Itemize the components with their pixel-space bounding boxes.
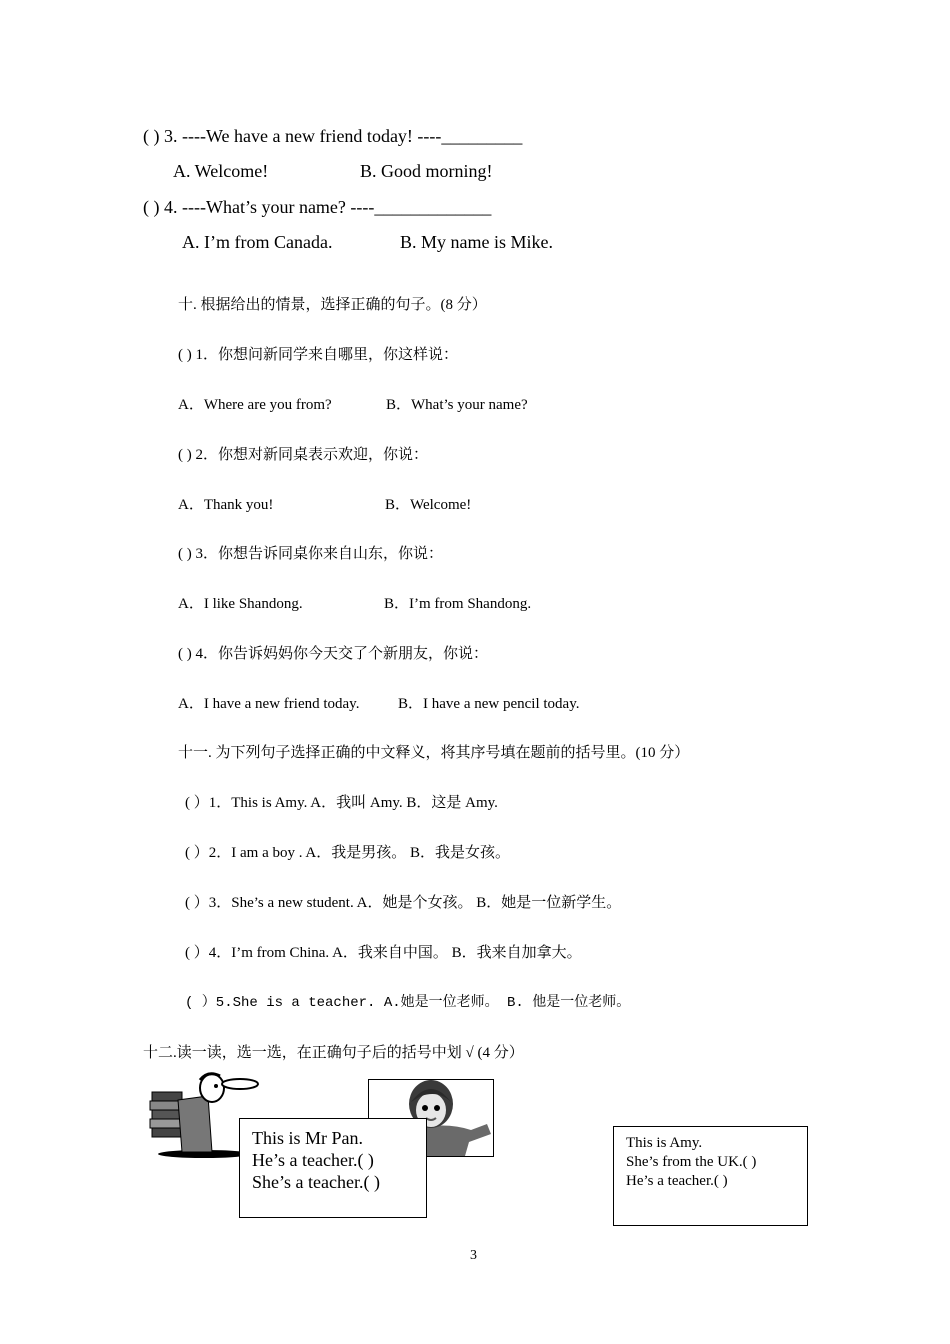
amy-intro: This is Amy. [626, 1135, 703, 1151]
s11-item3: ( ）3．She’s a new student. A．她是个女孩。 B．她是一位新学生。 [185, 895, 622, 911]
s10-item2-stem: ( ) 2．你想对新同桌表示欢迎，你说： [178, 447, 428, 463]
s11-item4: ( ）4．I’m from China. A．我来自中国。 B．我来自加拿大。 [185, 945, 582, 961]
s10-item3-stem: ( ) 3．你想告诉同桌你来自山东，你说： [178, 546, 443, 562]
s10-item2-option-a: A．Thank you! [178, 497, 274, 513]
section-10-title: 十. 根据给出的情景，选择正确的句子。(8 分） [178, 297, 487, 313]
question-3-option-a: A. Welcome! [173, 161, 269, 181]
question-3-stem: ( ) 3. ----We have a new friend today! ----_________ [143, 126, 523, 146]
mr-pan-intro: This is Mr Pan. [252, 1128, 364, 1148]
section-12-title: 十二.读一读，选一选，在正确句子后的括号中划 √ (4 分） [143, 1045, 524, 1061]
s10-item3-option-b: B．I’m from Shandong. [384, 596, 532, 612]
question-4-option-b: B. My name is Mike. [400, 232, 553, 252]
s11-item1: ( ）1．This is Amy. A．我叫 Amy. B．这是 Amy. [185, 795, 498, 811]
page-number: 3 [470, 1248, 477, 1263]
mr-pan-option-he: He’s a teacher.( ) [252, 1150, 374, 1170]
question-4-stem: ( ) 4. ----What’s your name? ----_____________ [143, 197, 492, 217]
amy-option-teacher: He’s a teacher.( ) [626, 1173, 728, 1189]
s10-item1-option-a: A．Where are you from? [178, 397, 332, 413]
s10-item1-stem: ( ) 1．你想问新同学来自哪里，你这样说： [178, 347, 458, 363]
mr-pan-box [239, 1118, 427, 1218]
s10-item3-option-a: A．I like Shandong. [178, 596, 303, 612]
amy-option-uk: She’s from the UK.( ) [626, 1154, 757, 1170]
s11-item2: ( ）2．I am a boy . A．我是男孩。 B．我是女孩。 [185, 845, 510, 861]
s10-item4-option-b: B．I have a new pencil today. [398, 696, 580, 712]
s10-item1-option-b: B．What’s your name? [386, 397, 528, 413]
mr-pan-option-she: She’s a teacher.( ) [252, 1172, 380, 1192]
s10-item2-option-b: B．Welcome! [385, 497, 472, 513]
s11-item5: ( ）5.She is a teacher. A.她是一位老师。 B. 他是一位老师。 [185, 995, 631, 1011]
s10-item4-stem: ( ) 4．你告诉妈妈你今天交了个新朋友，你说： [178, 646, 488, 662]
question-3-option-b: B. Good morning! [360, 161, 493, 181]
amy-box [613, 1126, 808, 1226]
s10-item4-option-a: A．I have a new friend today. [178, 696, 360, 712]
section-11-title: 十一. 为下列句子选择正确的中文释义，将其序号填在题前的括号里。(10 分） [178, 745, 690, 761]
question-4-option-a: A. I’m from Canada. [182, 232, 333, 252]
